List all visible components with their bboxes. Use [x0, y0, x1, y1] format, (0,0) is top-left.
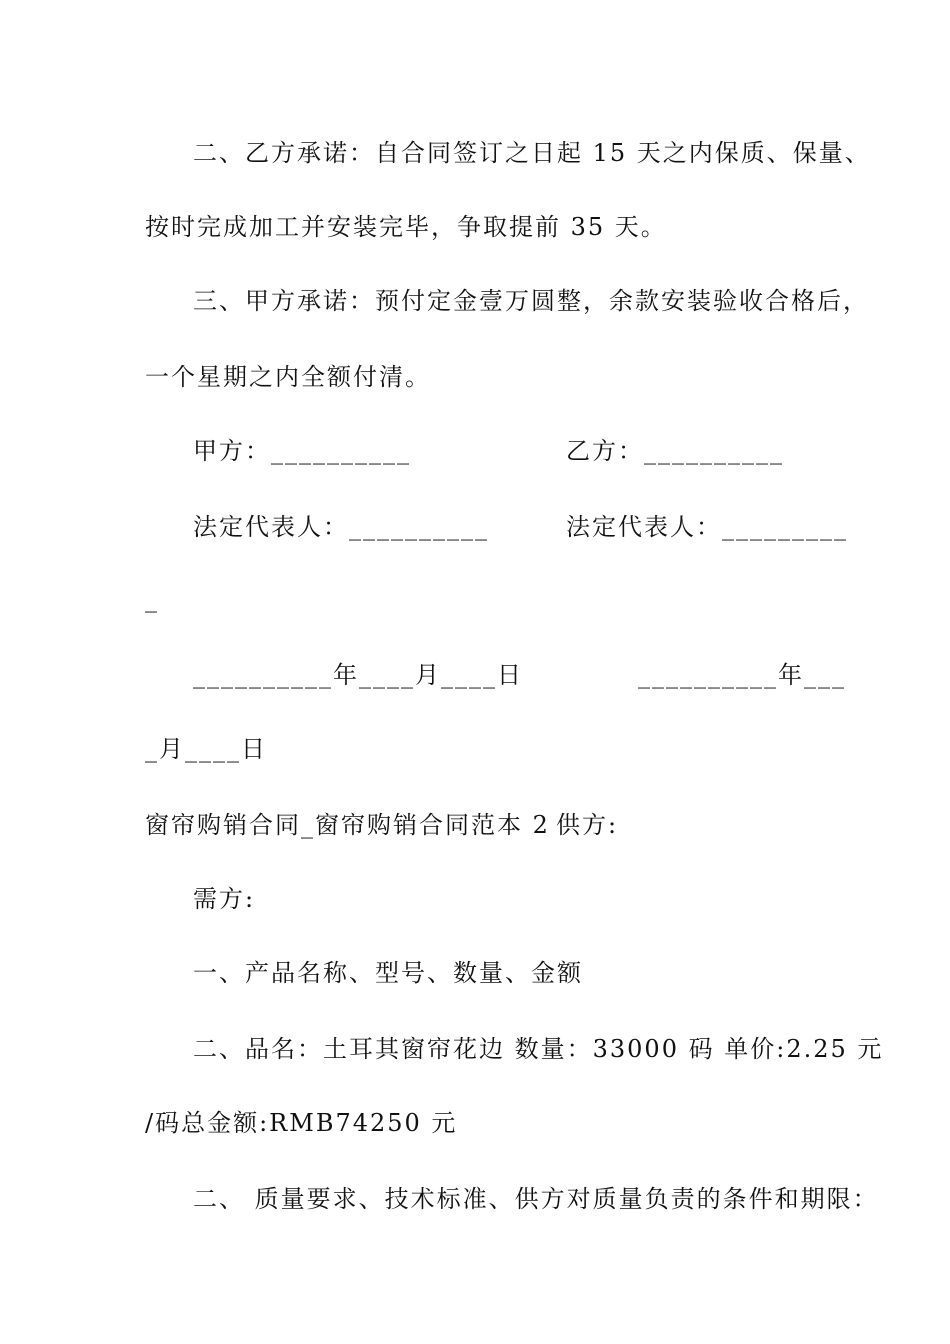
contract-title: 窗帘购销合同_窗帘购销合同范本 2: [145, 811, 550, 839]
party-a-signature: 甲方：__________: [193, 437, 411, 465]
party-b-representative-wrap: _: [145, 585, 159, 613]
clause-a-promise-cont: 一个星期之内全额付清。: [145, 363, 431, 391]
clause-a-promise: 三、甲方承诺：预付定金壹万圆整，余款安装验收合格后，: [193, 287, 869, 315]
party-b-date-wrap: _月____日: [145, 735, 267, 763]
section-quality: 二、 质量要求、技术标准、供方对质量负责的条件和期限：: [193, 1185, 879, 1213]
party-a-representative: 法定代表人：__________: [193, 513, 489, 541]
buyer-label: 需方:: [193, 885, 256, 913]
supplier-label: 供方:: [556, 811, 619, 839]
clause-b-promise: 二、乙方承诺：自合同签订之日起 15 天之内保质、保量、: [193, 139, 871, 167]
product-details-cont: /码总金额:RMB74250 元: [145, 1109, 458, 1137]
product-details: 二、品名：土耳其窗帘花边 数量：33000 码 单价:2.25 元: [193, 1035, 884, 1063]
section-product-info: 一、产品名称、型号、数量、金额: [193, 959, 583, 987]
party-a-date: __________年____月____日: [193, 661, 523, 689]
party-b-representative: 法定代表人：_________: [566, 513, 848, 541]
party-b-date: __________年___: [638, 661, 846, 689]
party-b-signature: 乙方：__________: [566, 437, 784, 465]
clause-b-promise-cont: 按时完成加工并安装完毕，争取提前 35 天。: [145, 213, 667, 241]
